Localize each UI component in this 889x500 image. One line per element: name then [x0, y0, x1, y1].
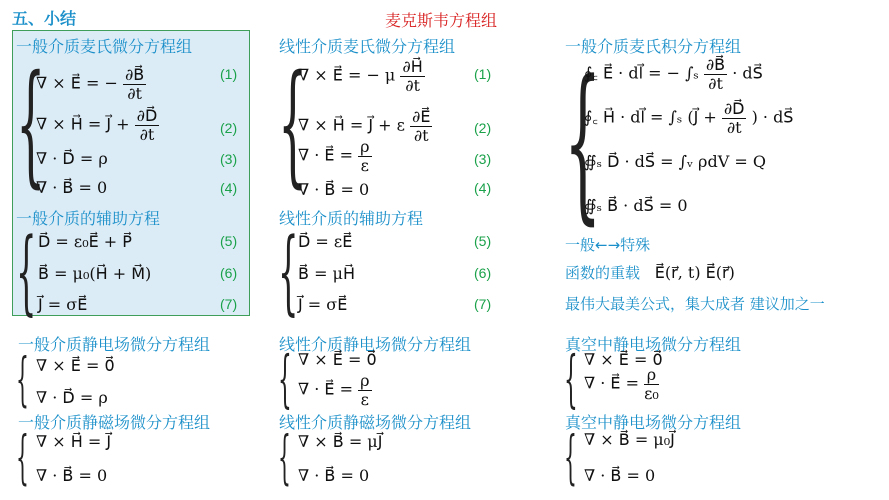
- brace-5: {: [278, 47, 308, 201]
- es2-vacuum: ∇ · E⃗ = $\frac{\rho}{\text{ε₀}}$: [584, 365, 659, 403]
- es1-general: ∇ × E⃗ = 0⃗: [36, 356, 115, 375]
- eq-num-3: (3): [220, 151, 238, 167]
- es1-vacuum: ∇ × E⃗ = 0⃗: [584, 350, 663, 369]
- aux5-general: D⃗ = ε₀E⃗ + P⃗: [38, 232, 132, 251]
- brace-9: {: [564, 44, 602, 240]
- int2: ∮꜀ H⃗ · dl⃗ = ∫ₛ (J⃗ + $\frac{\partial D⃗}{\partial t}$ ) · dS⃗: [584, 99, 794, 137]
- es2-general: ∇ · D⃗ = ρ: [36, 388, 108, 407]
- es1-linear: ∇ × E⃗ = 0⃗: [298, 350, 377, 369]
- aux7-linear: J⃗ = σE⃗: [298, 295, 348, 314]
- es2-linear: ∇ · E⃗ = $\frac{\rho}{\varepsilon}$: [298, 371, 370, 409]
- brace-6: {: [278, 218, 299, 325]
- aux6-general: B⃗ = μ₀(H⃗ + M⃗): [38, 264, 152, 283]
- general-aux-header: 一般介质的辅助方程: [16, 209, 161, 228]
- aux5-linear: D⃗ = εE⃗: [298, 232, 353, 251]
- general-electrostatic-header: 一般介质静电场微分方程组: [18, 335, 211, 354]
- praise-note: 最伟大最美公式，集大成者 建议加之一: [565, 295, 825, 313]
- ms2-general: ∇ · B⃗ = 0: [36, 466, 108, 485]
- eq1-linear: ∇ × E⃗ = − μ $\frac{\partial H⃗}{\partial t}$: [298, 57, 423, 95]
- vacuum-electrostatic-header: 真空中静电场微分方程组: [565, 335, 742, 354]
- brace-10: {: [564, 342, 578, 415]
- lin-aux-num-7: (7): [474, 296, 492, 312]
- brace-7: {: [278, 342, 292, 415]
- eq4-general: ∇ · B⃗ = 0: [36, 178, 108, 197]
- eq2-general: ∇ × H⃗ = J⃗ + $\frac{\partial D⃗}{\partial t}$: [36, 106, 158, 144]
- eq-num-2: (2): [220, 120, 238, 136]
- ms1-vacuum: ∇ × B⃗ = μ₀J⃗: [584, 430, 675, 449]
- linear-aux-header: 线性介质的辅助方程: [279, 209, 424, 228]
- brace-4: {: [16, 423, 29, 491]
- aux6-linear: B⃗ = μH⃗: [298, 264, 355, 283]
- ms1-general: ∇ × H⃗ = J⃗: [36, 432, 112, 451]
- aux7-general: J⃗ = σE⃗: [38, 295, 88, 314]
- main-title: 麦克斯韦方程组: [385, 11, 498, 30]
- linear-magnetostatic-header: 线性介质静磁场微分方程组: [279, 413, 472, 432]
- eq3-linear: ∇ · E⃗ = $\frac{\rho}{\varepsilon}$: [298, 137, 370, 175]
- linear-differential-header: 线性介质麦氏微分方程组: [279, 37, 456, 56]
- lin-num-3: (3): [474, 151, 492, 167]
- int1: ∮꜀ E⃗ · dl⃗ = − ∫ₛ $\frac{\partial B⃗}{\partial t}$ · dS⃗: [584, 55, 763, 93]
- lin-num-2: (2): [474, 120, 492, 136]
- general-differential-header: 一般介质麦氏微分方程组: [16, 37, 193, 56]
- linear-electrostatic-header: 线性介质静电场微分方程组: [279, 335, 472, 354]
- section-title: 五、小结: [12, 9, 77, 28]
- brace-2: {: [16, 218, 37, 325]
- aux-num-7: (7): [220, 296, 238, 312]
- integral-header: 一般介质麦氏积分方程组: [565, 37, 742, 56]
- ms2-vacuum: ∇ · B⃗ = 0: [584, 466, 656, 485]
- eq1-general: ∇ × E⃗ = − $\frac{\partial B⃗}{\partial t}$: [36, 65, 145, 103]
- eq-num-4: (4): [220, 180, 238, 196]
- int3: ∯ₛ D⃗ · dS⃗ = ∫ᵥ ρdV = Q: [584, 152, 766, 171]
- lin-num-4: (4): [474, 180, 492, 196]
- brace-3: {: [16, 345, 29, 413]
- eq2-linear: ∇ × H⃗ = J⃗ + ε $\frac{\partial E⃗}{\partial t}$: [298, 107, 431, 145]
- brace-1: {: [16, 47, 46, 201]
- eq-num-1: (1): [220, 66, 238, 82]
- eq3-general: ∇ · D⃗ = ρ: [36, 149, 108, 168]
- aux-num-5: (5): [220, 233, 238, 249]
- overload-note: 函数的重载 E⃗(r⃗, t) E⃗(r⃗): [565, 263, 735, 282]
- lin-num-1: (1): [474, 66, 492, 82]
- int4: ∯ₛ B⃗ · dS⃗ = 0: [584, 196, 688, 215]
- brace-11: {: [564, 423, 577, 491]
- ms1-linear: ∇ × B⃗ = μJ⃗: [298, 432, 383, 451]
- general-magnetostatic-header: 一般介质静磁场微分方程组: [18, 413, 211, 432]
- lin-aux-num-5: (5): [474, 233, 492, 249]
- lin-aux-num-6: (6): [474, 265, 492, 281]
- vacuum-magnetostatic-header: 真空中静电场微分方程组: [565, 413, 742, 432]
- general-special-note: 一般←→特殊: [565, 236, 651, 254]
- ms2-linear: ∇ · B⃗ = 0: [298, 466, 370, 485]
- eq4-linear: ∇ · B⃗ = 0: [298, 180, 370, 199]
- aux-num-6: (6): [220, 265, 238, 281]
- brace-8: {: [278, 423, 291, 491]
